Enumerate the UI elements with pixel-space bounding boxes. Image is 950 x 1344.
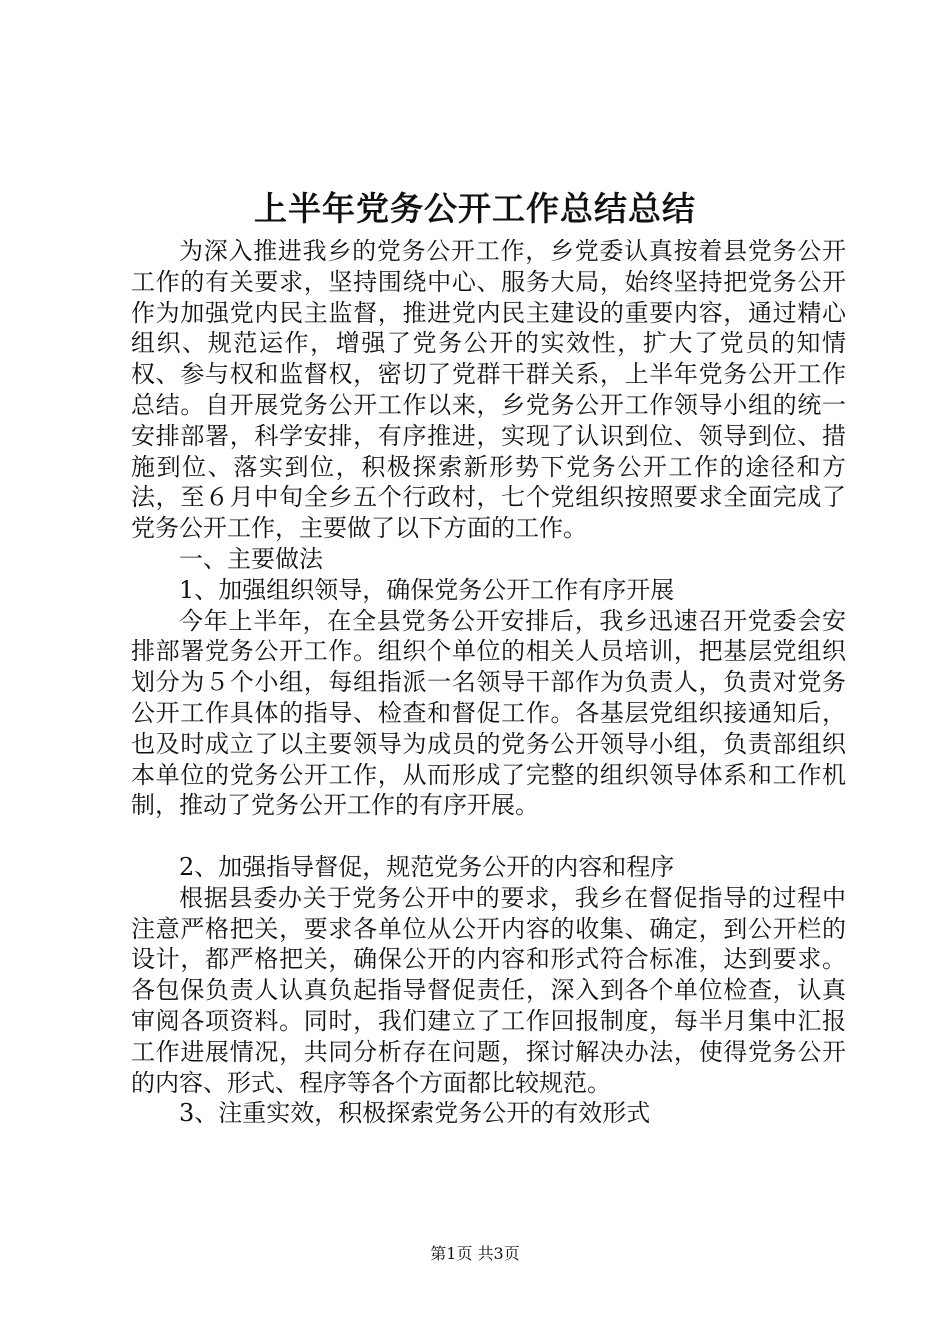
intro-paragraph: 为深入推进我乡的党务公开工作，乡党委认真按着县党务公开工作的有关要求，坚持围绕中心、服务大局，始终坚持把党务公开作为加强党内民主监督，推进党内民主建设的重要内容，通过精心组织、规范运作，增强了党务公开的实效性，扩大了党员的知情权、参与权和监督权，密切了党群干群关系，上半年党务公开工作总结。自开展党务公开工作以来，乡党务公开工作领导小组的统一安排部署，科学安排，有序推进，实现了认识到位、领导到位、措施到位、落实到位，积极探索新形势下党务公开工作的途径和方法，至６月中旬全乡五个行政村，七个党组织按照要求全面完成了党务公开工作，主要做了以下方面的工作。 bbox=[131, 237, 846, 543]
subheading-effective-forms: 3、注重实效，积极探索党务公开的有效形式 bbox=[179, 1099, 651, 1128]
section-heading-main-practices: 一、主要做法 bbox=[179, 544, 323, 573]
paragraph-spacer bbox=[131, 821, 846, 852]
paragraph-guidance-supervision: 根据县委办关于党务公开中的要求，我乡在督促指导的过程中注意严格把关，要求各单位从公开内容的收集、确定，到公开栏的设计，都严格把关，确保公开的内容和形式符合标准，达到要求。各包保负责人认真负起指导督促责任，深入到各个单位检查，认真审阅各项资料。同时，我们建立了工作回报制度，每半月集中汇报工作进展情况，共同分析存在问题，探讨解决办法，使得党务公开的内容、形式、程序等各个方面都比较规范。 bbox=[131, 883, 846, 1097]
subheading-guidance-supervision: 2、加强指导督促，规范党务公开的内容和程序 bbox=[179, 852, 675, 881]
paragraph-organization-leadership: 今年上半年，在全县党务公开安排后，我乡迅速召开党委会安排部署党务公开工作。组织个单位的相关人员培训，把基层党组织划分为５个小组，每组指派一名领导干部作为负责人，负责对党务公开工作具体的指导、检查和督促工作。各基层党组织接通知后，也及时成立了以主要领导为成员的党务公开领导小组，负责部组织本单位的党务公开工作，从而形成了完整的组织领导体系和工作机制，推动了党务公开工作的有序开展。 bbox=[131, 606, 846, 820]
document-title: 上半年党务公开工作总结总结 bbox=[254, 189, 696, 228]
page-footer: 第1页 共3页 bbox=[430, 1244, 520, 1263]
document-body bbox=[131, 236, 846, 1129]
subheading-organization-leadership: 1、加强组织领导，确保党务公开工作有序开展 bbox=[179, 575, 675, 604]
